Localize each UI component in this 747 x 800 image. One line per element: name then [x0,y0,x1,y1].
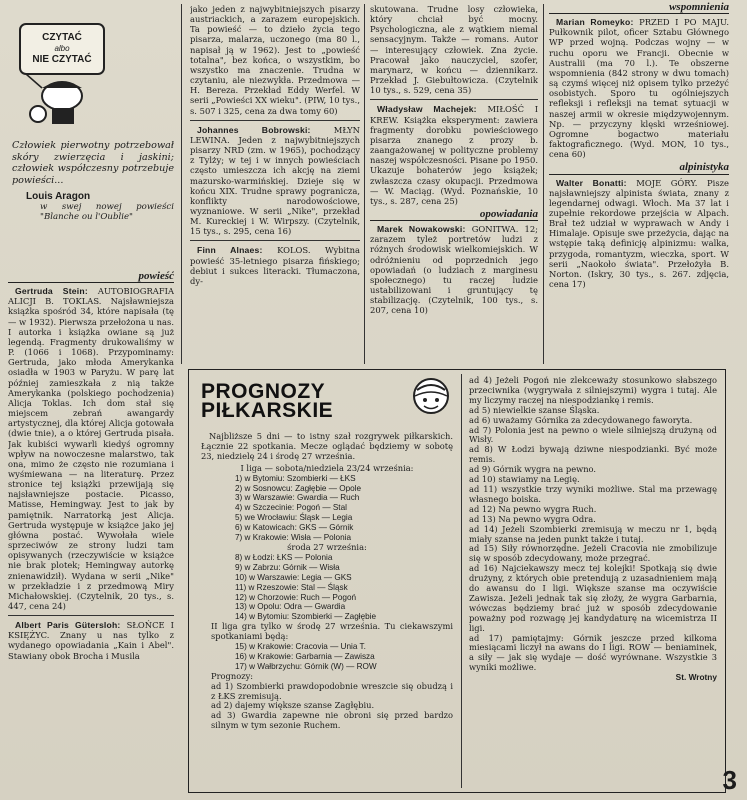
title-line-1: PROGNOZY [201,380,326,403]
review-alnaes [190,245,360,286]
match-row: 11) w Rzeszowie: Stal — Śląsk [235,582,348,592]
review-bobrowski [190,125,360,237]
review-text: MIŁOŚĆ I KREW. Książka eksperyment: zawiera fragmenty dorobku powieściowego pisarza znanego z prozy b. zaangażowanej w polityczne problemy naszej współczesności. Pisane po 1950. Ukazuje bohaterów jego książek; zwłaszcza czasy okupacji. Przedmowa — W. Maciąg. (Wyd. Poznańskie, 10 tys., s. 287, cena 25) [370,104,538,206]
match-row: 2) w Sosnowcu: Zagłębie — Opole [235,483,362,493]
divider [8,615,174,616]
section-heading-alpinistyka: alpinistyka [549,162,729,174]
epigraph-source: w swej nowej powieści "Blanche ou l'Oublie" [40,202,174,223]
liga1-wednesday: środa 27 września: [287,541,367,552]
column-divider [543,4,544,364]
column-1 [8,268,174,798]
logo-line-1: CZYTAĆ [42,32,82,43]
column-3 [370,4,538,364]
review-stein [8,286,174,611]
czytac-logo [12,18,112,128]
review-gutersloh-cont: jako jeden z najwybitniejszych pisarzy austriackich, a zarazem europejskich. Ta powieść — to dzieło życia tego pisarza, malarza, uczonego (ma 80 l., napisał ją w 1962). Jest to „powieść totalna", bez końca, o wszystkim, bo wszystko ma znaczenie. Trudna w czytaniu, ale niezwykła. Przedmowa — H. Bereza. Przekład Eddy Werfel. W serii „Powieści XX wieku". (PIW, 10 tys., s. 507 i 325, cena za dwa tomy 60) [190,4,360,116]
epigraph-author: Louis Aragon [26,191,91,202]
review-nowakowski [370,224,538,315]
review-gutersloh [8,620,174,661]
column-divider [364,4,365,364]
match-row: 7) w Krakowie: Wisła — Polonia [235,533,352,543]
prognozy-intro: Najbliższe 5 dni — to istny szał rozgrywek piłkarskich. Łącznie 22 spotkania. Mecze oglądać będziemy w sobotę 23, niedzielę 24 i środę 27 września. [201,431,453,461]
match-row: 14) w Bytomiu: Szombierki — Zagłębie [235,612,377,622]
prognozy-left-column [201,432,453,731]
column-4 [549,2,729,364]
review-text: MOJE GÓRY. Pisze najsławniejszy alpinista świata, znany z legendarnej odwagi. Włoch. Ma 37 lat i zupełnie rekordowe przejścia w Alpach. Brał też udział w wyprawach w Andy i Himalaje. Opisuje swe przeżycia, dając na wstępie taką definicję alpinizmu: walka, przygoda, romantyzm, wieczka, sport. W serii „Naokoło świata". Przełożyła B. Norton. (Iskry, 30 tys., s. 267. zdjęcia, cena 17) [549,177,729,290]
section-heading-wspomnienia: wspomnienia [549,2,729,14]
predictions-left: ad 1) Szombierki prawdopodobnie wreszcie się obudzą i z ŁKS zremisują. ad 2) dajemy większe szanse Zagłębiu. ad 3) Gwardia zapewne nie obroni się przed bardzo silnym w tym sezonie Ruchem. [211,680,453,731]
review-author: Walter Bonatti: [556,177,627,188]
review-text: KOLOS. Wybitna powieść 35-letniego pisarza fińskiego; debiut i sukces literacki. Tłumaczona, dy- [190,245,360,286]
review-author: Marian Romeyko: [556,17,634,28]
title-line-2: PIŁKARSKIE [201,399,334,422]
match-row: 6) w Katowicach: GKS — Górnik [235,523,354,533]
prognozy-pilkarskie-box [188,369,726,793]
author-signature: St. Wrotny [675,672,717,683]
match-row: 12) w Chorzowie: Ruch — Pogoń [235,592,357,602]
logo-line-3: NIE CZYTAĆ [32,54,92,65]
predictions-right: ad 4) Jeżeli Pogoń nie zlekceważy stosunkowo słabszego przeciwnika (wygrywała z silniejszymi) wygra i tutaj. Ale my liczymy raczej na niespodziankę i remis. ad 5) niewielkie szanse Śląska. ad 6) uważamy Górnika za zdecydowanego faworyta. ad 7) Polonia jest na pewno o wiele silniejszą drużyną od Wisły. ad 8) W Łodzi bywają dziwne niespodzianki. Być może remis. ad 9) Górnik wygra na pewno. ad 10) stawiamy na Legię. ad 11) wszystkie trzy wyniki możliwe. Stal ma przewagę własnego boiska. ad 12) Na pewno wygra Ruch. ad 13) Na pewno wygra Odra. ad 14) Jeżeli Szombierki zremisują w meczu nr 1, będą miały szanse na jeden punkt także i tutaj. ad 15) Siły równorzędne. Jeżeli Cracovia nie zmobilizuje się w sposób zdecydowany, może przegrać. ad 16) Najciekawszy mecz tej kolejki! Spotkają się dwie drużyny, z których obie pretendują z uzasadnieniem mają do awansu do I ligi. Większe szanse ma oczywiście Zawisza. Jeżeli jednak tak się złoży, że wygra Garbarnia, wówczas będziemy brać już w sposób zdecydowanie poważny pod rozwagę jej kandydaturę na wicemistrza II ligi. ad 17) pamiętajmy: Górnik jeszcze przed kilkoma miesiącami liczył na awans do I ligi. ROW — beniaminek, a siły — jak się wydaje — dość wyrównane. Wszystkie 3 wyniki możliwe. [469,375,717,673]
match-row: 13) w Opolu: Odra — Gwardia [235,602,346,612]
review-author: Marek Nowakowski: [377,224,466,235]
match-row: 5) we Wrocławiu: Śląsk — Legia [235,513,353,523]
review-author: Finn Alnaes: [197,245,263,256]
logo-line-2: albo [54,44,70,53]
review-author: Władysław Machejek: [377,104,477,115]
divider [190,240,360,241]
review-author: Albert Paris Gütersloh: [15,620,121,631]
liga2-heading: II liga gra tylko w środę 27 września. Tu ciekawszymi spotkaniami będą: [211,621,453,642]
divider [370,99,538,100]
review-text: GONITWA. 12; zarazem tyleż portretów ludzi z różnych środowisk wielkomiejskich. W odróżnieniu od poprzednich jego opowiadań (o ludziach z marginesu społecznego) tu raczej ludzie ustabilizowani i gruntujący tę stabilizację. (Czytelnik, 100 tys., s. 207, cena 10) [370,224,538,316]
page-number: 3 [722,765,737,795]
epigraph-text: Człowiek pierwotny potrzebował skóry zwierzęcia i jaskini; człowiek współczesny potrzebuje powieści... [12,140,174,186]
section-heading-powiesc: powieść [8,271,174,283]
prognozy-label: Prognozy: [211,670,254,681]
football-face-icon [411,376,451,416]
liga1-heading: I liga — sobota/niedziela 23/24 września: [240,462,414,473]
review-author: Gertruda Stein: [15,286,88,297]
prognozy-title [201,382,333,420]
match-row: 15) w Krakowie: Cracovia — Unia T. [235,642,366,652]
review-text: SŁOŃCE I KSIĘŻYC. Znany u nas tylko z wydanego opowiadania „Kain i Abel". Stawiany obok Brocha i Musila [8,620,174,661]
prognozy-right-column [469,376,717,683]
divider [190,120,360,121]
match-row: 4) w Szczecinie: Pogoń — Stal [235,503,347,513]
match-row: 3) w Warszawie: Gwardia — Ruch [235,493,360,503]
box-column-divider [461,374,462,788]
review-romeyko [549,17,729,159]
match-row: 9) w Zabrzu: Górnik — Wisła [235,562,340,572]
match-list-weekend [201,474,453,543]
match-row: 16) w Krakowie: Garbarnia — Zawisza [235,651,375,661]
column-2 [190,4,360,364]
review-bonatti [549,178,729,290]
match-row: 1) w Bytomiu: Szombierki — ŁKS [235,473,356,483]
review-author: Johannes Bobrowski: [197,124,311,135]
review-text: PRZED I PO MAJU. Pułkownik pilot, oficer Sztabu Głównego WP przed wojną. Podczas wojny — w ruchu oporu we Francji. Obecnie w Australii (ma 70 l.). Te obszerne wspomnienia (842 strony w dwu tomach) są czymś więcej niż opisem tylko przeżyć osobistych. Sporo tu ogólniejszych refleksji i refleksji na temat sytuacji w naszej armii w okresie międzywojennym. Np. — przyczyny klęski wrześniowej. Ogromne bogactwo materiału faktograficznego. (Wyd. MON, 10 tys., cena 60) [549,17,729,160]
review-text: MŁYN LEWINA. Jeden z najwybitniejszych pisarzy NRD (zm. w 1965), pochodzący z Tylży; w tej i w innych powieściach często umieszcza ich akcję na ziemi mazursko-warmińskiej. Dzieje się w końcu XIX. Trudne sprawy pogranicza, konflikty narodowościowe, wyznaniowe. W serii „Nike", przekład M. Kureckiej i W. Wirpszy. (Czytelnik, 15 tys., s. 295, cena 16) [190,124,360,237]
match-row: 8) w Łodzi: ŁKS — Polonia [235,552,333,562]
epigraph [12,140,174,222]
match-row: 10) w Warszawie: Legia — GKS [235,572,352,582]
review-alnaes-cont: skutowana. Trudne losy człowieka, który chciał być mocny. Psychologiczna, ale z wątkiem niemal sensacyjnym. Także — romans. Autor — interesujący człowiek. Zna życie. Pracował jako nauczyciel, szofer, marynarz, w końcu — dziennikarz. Przekład J. Giebułtowicza. (Czytelnik 10 tys., s. 529, cena 35) [370,4,538,96]
match-row: 17) w Wałbrzychu: Górnik (W) — ROW [235,661,377,671]
match-list-liga2 [201,642,453,672]
review-text: AUTOBIOGRAFIA ALICJI B. TOKLAS. Najsławniejsza książka spośród 34, które napisała (tę — w 1932). Pierwsza przełożona u nas. I autorka i książka owiane są już legendą. Fragmenty drukowaliśmy w P. (1066 i 1068). Przypominamy: Gertruda, jako młoda Amerykanka osiadła w 1903 w Paryżu. W parę lat później zamieszkała z nią także Amerykanka (polskiego pochodzenia) Alicja Toklas. Ich dom stał się miejscem zebrań awangardy artystycznej, dla której Alicja gotowała (dwie tnie), a o której Gertruda pisała. Jak kubiści wywarli kiedyś ogromny wpływ na nowoczesne malarstwo, tak ona, mimo że często nie rozumiana i wyśmiewana — na literaturę. Przez stronice tej książki przewijają się najsławniejsze postacie. Picasso, Matisse, Hemingway. Jest to jak by pamiętnik. Narratorką jest Alicja. Gertruda występuje w książce jako jej główna postać. Wywołała wiele sprzeciwów ze strony ludzi tam opisywanych (rzeczywiście w książce nie brak plotek; Hemingway autorkę znienawidził). Wydana w serii „Nike" w przekładzie i z przedmową Miry Michałowskiej. (Czytelnik, 20 tys., s. 447, cena 24) [8,286,174,611]
review-machejek [370,104,538,206]
column-divider [181,4,182,364]
match-list-wednesday [201,553,453,622]
section-heading-opowiadania: opowiadania [370,209,538,221]
